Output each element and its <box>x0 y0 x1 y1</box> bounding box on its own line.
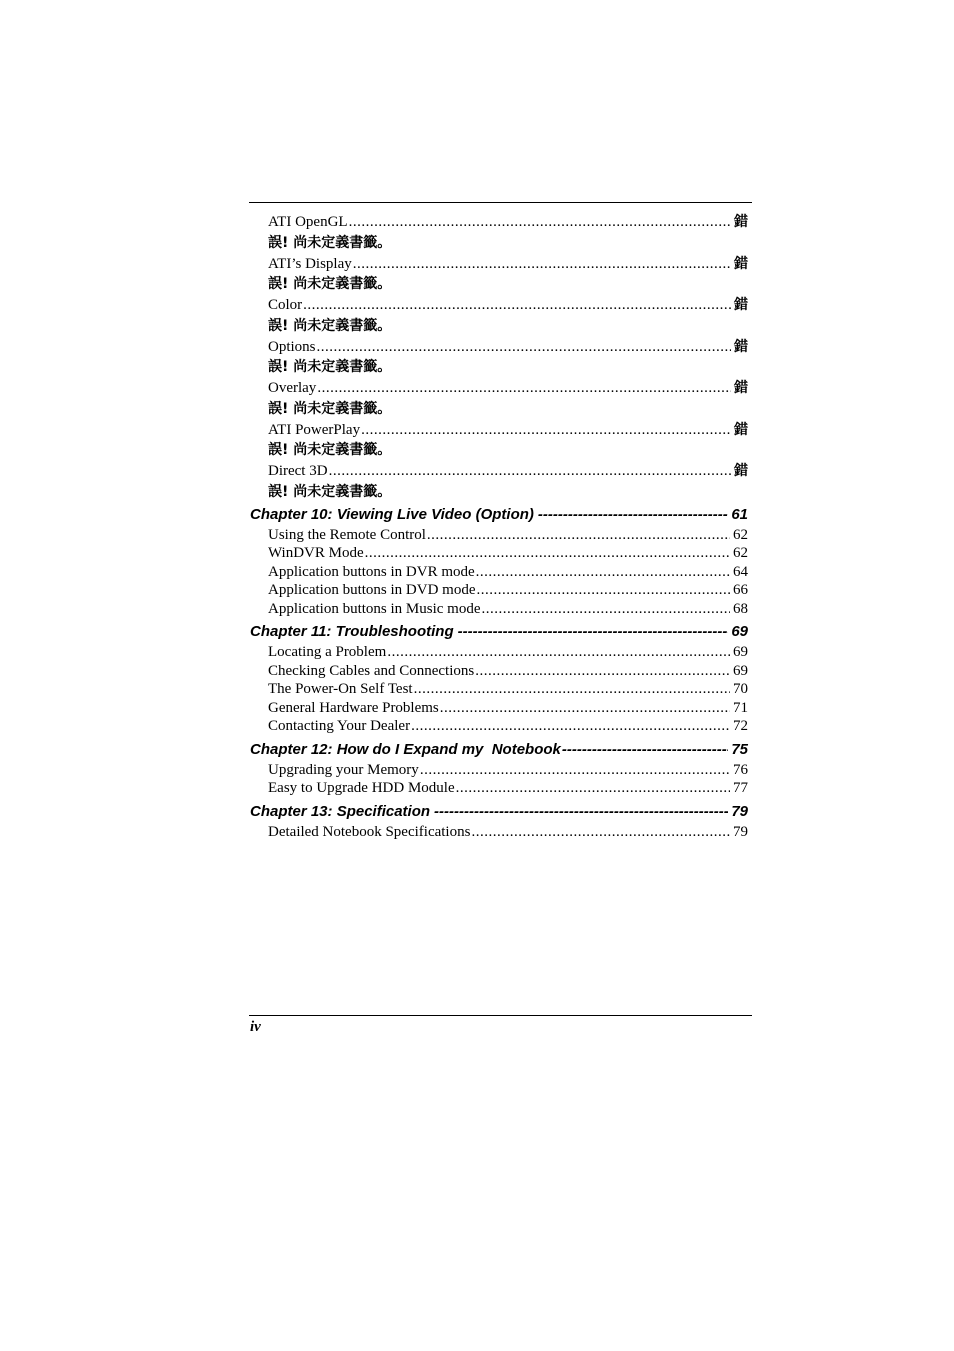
bookmark-error-text: 誤! 尚未定義書籤。 <box>268 359 392 375</box>
header-rule <box>249 202 752 203</box>
toc-entry[interactable]: Detailed Notebook Specifications ..... 79 <box>268 823 748 842</box>
toc-entry-direct-3d[interactable]: Direct 3D ..... 錯 <box>268 462 748 481</box>
chapter-10-entries <box>250 526 748 619</box>
footer-rule <box>249 1015 752 1016</box>
ati-subsection-list <box>250 213 748 504</box>
toc-chapter-10[interactable]: Chapter 10: Viewing Live Video (Option) ----- 61 <box>250 506 748 524</box>
dot-leader <box>303 296 731 315</box>
dot-leader <box>476 563 730 582</box>
toc-entry-overlay[interactable]: Overlay ..... 錯 <box>268 379 748 398</box>
toc-entry[interactable]: Using the Remote Control ..... 62 <box>268 526 748 545</box>
toc-entry[interactable]: WinDVR Mode ..... 62 <box>268 544 748 563</box>
bookmark-error-text: 誤! 尚未定義書籤。 <box>268 234 392 251</box>
chapter-13-entries <box>250 823 748 842</box>
toc-entry-ati-opengl[interactable]: ATI OpenGL ..... 錯 <box>268 213 748 232</box>
dot-leader <box>349 213 731 232</box>
toc-entry[interactable]: Locating a Problem ..... 69 <box>268 643 748 662</box>
dot-leader <box>387 643 730 662</box>
toc-entry-ati-display[interactable]: ATI’s Display ..... 錯 <box>268 255 748 274</box>
toc-chapter-12[interactable]: Chapter 12: How do I Expand my Notebook ----- 75 <box>250 741 748 759</box>
dot-leader <box>440 699 730 718</box>
bookmark-error-text: 誤! 尚未定義書籤。 <box>268 400 392 417</box>
dash-leader <box>434 803 728 821</box>
dot-leader <box>329 462 731 481</box>
toc-entry[interactable]: Application buttons in DVR mode ..... 64 <box>268 563 748 582</box>
dot-leader <box>427 526 730 545</box>
toc-entry-color[interactable]: Color ..... 錯 <box>268 296 748 315</box>
bookmark-error-text: 誤! 尚未定義書籤。 <box>268 276 392 292</box>
toc-chapter-11[interactable]: Chapter 11: Troubleshooting ----- 69 <box>250 623 748 641</box>
bookmark-error-text: 誤! 尚未定義書籤。 <box>268 442 392 458</box>
dot-leader <box>353 255 731 274</box>
dot-leader <box>456 779 730 798</box>
toc-entry[interactable]: General Hardware Problems ..... 71 <box>268 699 748 718</box>
toc-entry[interactable]: Contacting Your Dealer ..... 72 <box>268 717 748 736</box>
dot-leader <box>317 338 731 357</box>
toc-entry[interactable]: Application buttons in DVD mode ..... 66 <box>268 581 748 600</box>
chapter-11-entries <box>250 643 748 736</box>
toc-entry-ati-powerplay[interactable]: ATI PowerPlay ..... 錯 <box>268 421 748 440</box>
dot-leader <box>420 761 730 780</box>
bookmark-error-text: 誤! 尚未定義書籤。 <box>268 483 392 500</box>
bookmark-error-text: 誤! 尚未定義書籤。 <box>268 317 392 334</box>
dot-leader <box>471 823 730 842</box>
toc-entry[interactable]: The Power-On Self Test ..... 70 <box>268 680 748 699</box>
table-of-contents <box>250 211 748 841</box>
dot-leader <box>414 680 730 699</box>
chapter-12-entries <box>250 761 748 798</box>
toc-entry[interactable]: Application buttons in Music mode ..... 68 <box>268 600 748 619</box>
page-number: iv <box>250 1019 261 1035</box>
toc-entry[interactable]: Upgrading your Memory ..... 76 <box>268 761 748 780</box>
dot-leader <box>361 421 731 440</box>
dot-leader <box>475 662 730 681</box>
toc-entry[interactable]: Easy to Upgrade HDD Module ..... 77 <box>268 779 748 798</box>
dot-leader <box>411 717 730 736</box>
dash-leader <box>562 741 728 759</box>
toc-entry-options[interactable]: Options ..... 錯 <box>268 338 748 357</box>
toc-entry[interactable]: Checking Cables and Connections ..... 69 <box>268 662 748 681</box>
dot-leader <box>476 581 730 600</box>
dash-leader <box>458 623 729 641</box>
dot-leader <box>317 379 731 398</box>
toc-chapter-13[interactable]: Chapter 13: Specification ----- 79 <box>250 803 748 821</box>
dash-leader <box>538 506 728 524</box>
dot-leader <box>365 544 730 563</box>
dot-leader <box>481 600 730 619</box>
